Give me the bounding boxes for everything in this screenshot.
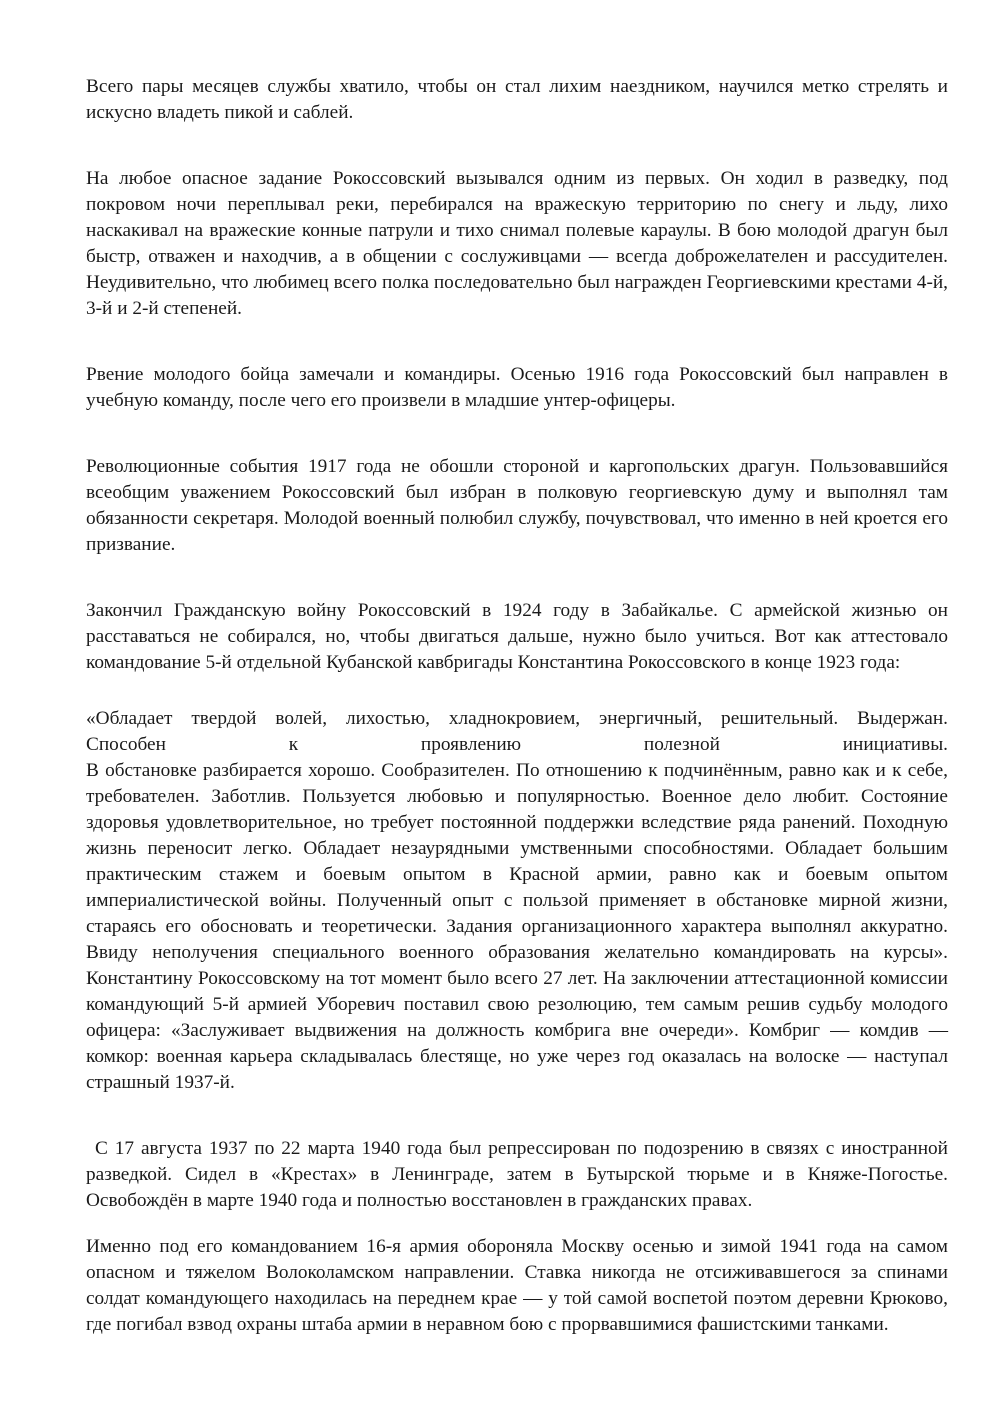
paragraph-cavalry-training: Всего пары месяцев службы хватило, чтобы он стал лихим наездником, научился метко стрелять и искусно владеть пикой и саблей.	[86, 76, 948, 123]
quote-second-line: Способен к проявлению полезной инициативы.	[86, 734, 948, 755]
paragraph-civil-war: Закончил Гражданскую войну Рокоссовский в 1924 году в Забайкалье. С армейской жизнью он расставаться не собирался, но, чтобы двигаться дальше, нужно было учиться. Вот как аттестовало командование 5-й отдельной Кубанской кавбригады Константина Рокоссовского в конце 1923 года:	[86, 600, 948, 673]
paragraph-promotion: Рвение молодого бойца замечали и командиры. Осенью 1916 года Рокоссовский был направлен в учебную команду, после чего его произвели в младшие унтер-офицеры.	[86, 364, 948, 411]
paragraph-revolution: Революционные события 1917 года не обошли стороной и каргопольских драгун. Пользовавшийся всеобщим уважением Рокоссовский был избран в полковую георгиевскую думу и выполнял там обязанности секретаря. Молодой военный полюбил службу, почувствовал, что именно в ней кроется его призвание.	[86, 456, 948, 555]
quote-first-line: «Обладает твердой волей, лихостью, хладнокровием, энергичный, решительный. Выдержан.	[86, 708, 948, 729]
document-page	[86, 74, 948, 1338]
paragraph-scouting: На любое опасное задание Рокоссовский вызывался одним из первых. Он ходил в разведку, под покровом ночи переплывал реки, перебирался на вражескую территорию по снегу и льду, лихо наскакивал на вражеские конные патрули и тихо снимал полевые караулы. В бою молодой драгун был быстр, отважен и находчив, а в общении с сослуживцами — всегда доброжелателен и рассудителен. Неудивительно, что любимец всего полка последовательно был награжден Георгиевскими крестами 4-й, 3-й и 2-й степеней.	[86, 168, 948, 319]
quote-body: В обстановке разбирается хорошо. Сообразителен. По отношению к подчинённым, равно как и к себе, требователен. Заботлив. Пользуется любовью и популярностью. Военное дело любит. Состояние здоровья удовлетворительное, но требует постоянной поддержки вследствие ряда ранений. Походную жизнь переносит легко. Обладает незаурядными умственными способностями. Обладает большим практическим стажем и боевым опытом в Красной армии, равно как и боевым опытом империалистической войны. Полученный опыт с пользой применяет в обстановке мирной жизни, стараясь его обосновать и теоретически. Задания организационного характера выполнял аккуратно. Ввиду неполучения специального военного образования желательно командировать на курсы». Константину Рокоссовскому на тот момент было всего 27 лет. На заключении аттестационной комиссии командующий 5-й армией Уборевич поставил свою резолюцию, тем самым решив судьбу молодого офицера: «Заслуживает выдвижения на должность комбрига вне очереди». Комбриг — комдив — комкор: военная карьера складывалась блестяще, но уже через год оказалась на волоске — наступал страшный 1937-й.	[86, 760, 948, 1093]
paragraph-moscow-defense: Именно под его командованием 16-я армия обороняла Москву осенью и зимой 1941 года на самом опасном и тяжелом Волоколамском направлении. Ставка никогда не отсиживавшегося за спинами солдат командующего находилась на переднем крае — у той самой воспетой поэтом деревни Крюково, где погибал взвод охраны штаба армии в неравном бою с прорвавшимися фашистскими танками.	[86, 1236, 948, 1335]
attestation-quote	[86, 706, 948, 1096]
paragraph-repression: С 17 августа 1937 по 22 марта 1940 года был репрессирован по подозрению в связях с иностранной разведкой. Сидел в «Крестах» в Ленинграде, затем в Бутырской тюрьме и в Княже-Погостье. Освобождён в марте 1940 года и полностью восстановлен в гражданских правах.	[86, 1138, 948, 1211]
